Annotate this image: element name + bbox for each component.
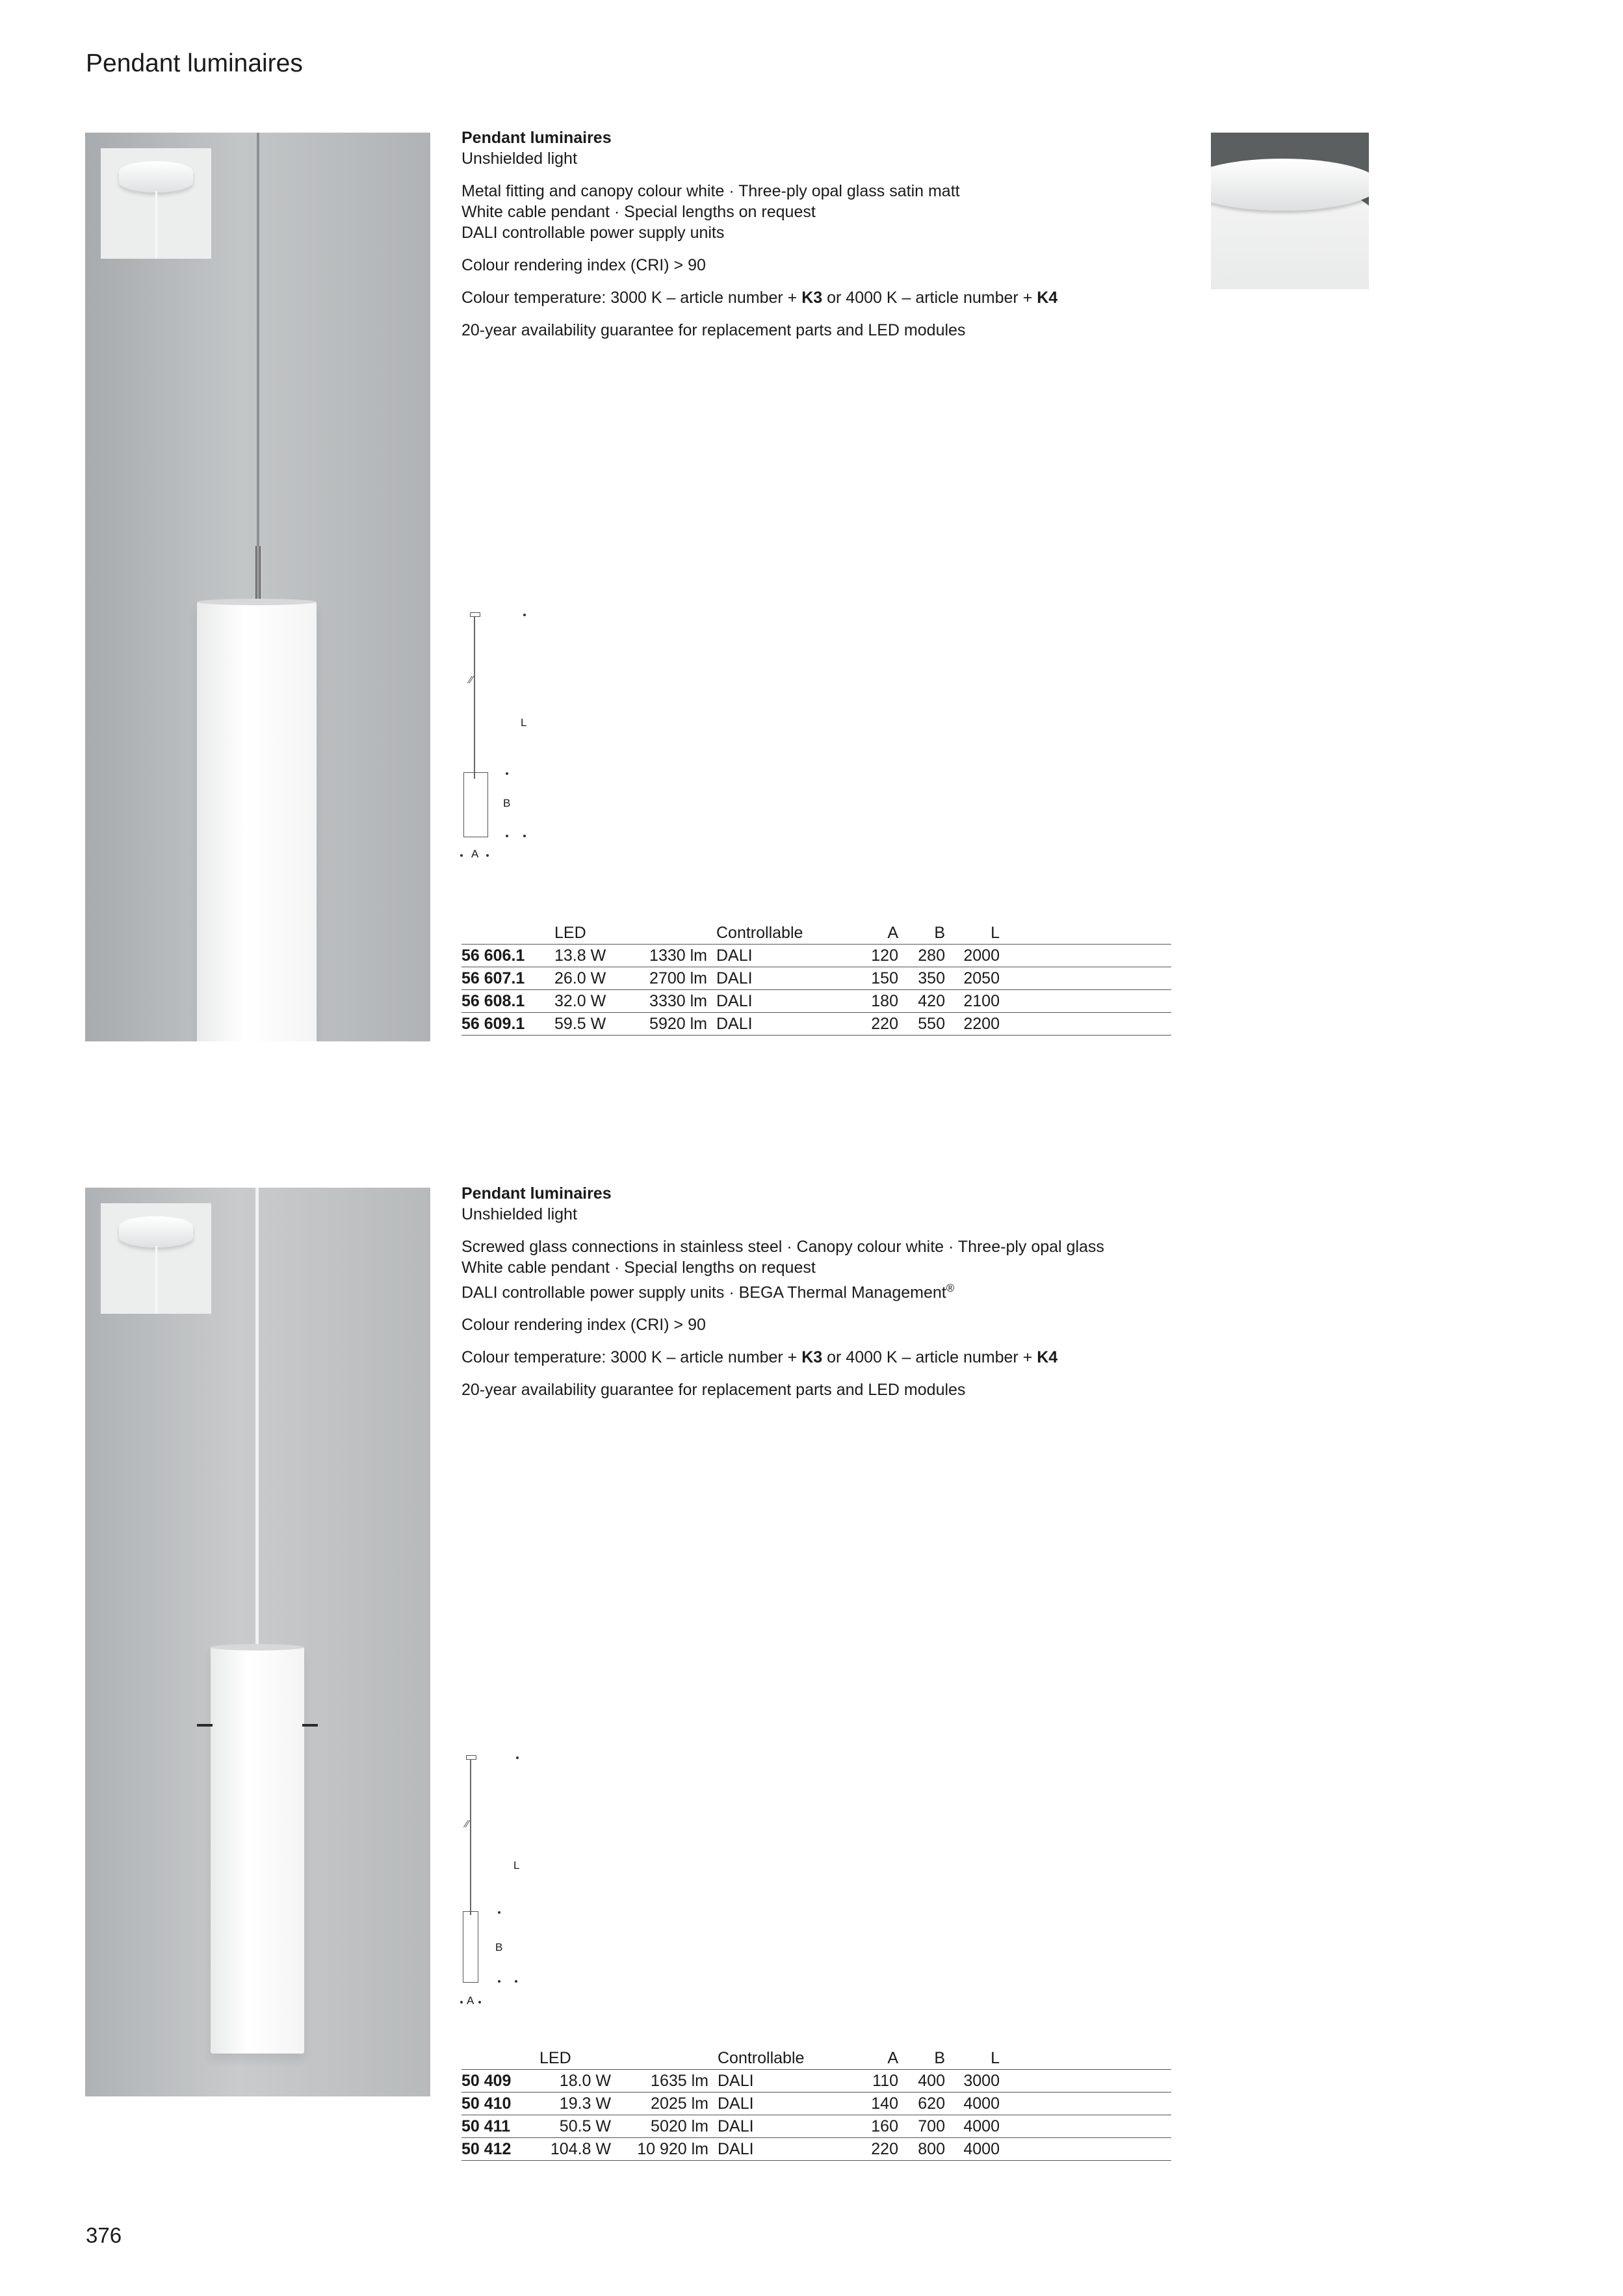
- col-l: L: [945, 922, 1000, 945]
- guarantee-text: 20-year availability guarantee for replacement parts and LED modules: [461, 1381, 966, 1400]
- dim-label-L: L: [521, 716, 527, 729]
- table-row: 56 606.1 13.8 W 1330 lm DALI 120 280 2000: [461, 945, 1171, 967]
- table-header-row: [461, 2047, 1171, 2070]
- colour-temperature: Colour temperature: 3000 K – article number + K3 or 4000 K – article number + K4: [461, 1348, 1058, 1367]
- col-led: LED: [554, 922, 639, 945]
- product-photo-1: [85, 133, 430, 1041]
- table-row: 50 409 18.0 W 1635 lm DALI 110 400 3000: [461, 2070, 1171, 2093]
- dim-label-B: B: [503, 797, 511, 809]
- cri-text: Colour rendering index (CRI) > 90: [461, 256, 706, 274]
- metal-sleeve: [255, 546, 261, 606]
- dim-label-A: A: [467, 1994, 474, 2007]
- table-header-row: [461, 922, 1171, 945]
- dim-label-B: B: [495, 1941, 503, 1953]
- col-controllable: Controllable: [707, 922, 837, 945]
- page-header: Pendant luminaires: [86, 49, 303, 77]
- product-description-1: [461, 127, 1241, 352]
- product-subtitle: Unshielded light: [461, 1205, 577, 1223]
- table-row: 50 412 104.8 W 10 920 lm DALI 220 800 4000: [461, 2138, 1171, 2161]
- dimension-drawing-1: ⁄⁄ L B A: [455, 605, 533, 865]
- col-a: A: [845, 2047, 898, 2070]
- feature-line: DALI controllable power supply units: [461, 224, 725, 242]
- product-title: Pendant luminaires: [461, 1184, 612, 1203]
- product-description-2: [461, 1183, 1241, 1412]
- canopy-inset-photo: [101, 148, 211, 259]
- glass-cylinder: [211, 1647, 304, 2054]
- feature-line: DALI controllable power supply units · BEGA Thermal Management®: [461, 1282, 955, 1302]
- canopy-inset-photo: [101, 1203, 211, 1314]
- dimension-drawing-2: ⁄⁄ L B A: [455, 1747, 533, 2007]
- product-subtitle: Unshielded light: [461, 150, 577, 168]
- col-b: B: [898, 922, 945, 945]
- table-row: 56 609.1 59.5 W 5920 lm DALI 220 550 2200: [461, 1013, 1171, 1036]
- page-number: 376: [86, 2223, 122, 2247]
- col-led: LED: [539, 2047, 611, 2070]
- registered-mark: ®: [946, 1282, 955, 1294]
- cri-text: Colour rendering index (CRI) > 90: [461, 1316, 706, 1335]
- feature-line: White cable pendant · Special lengths on request: [461, 203, 816, 221]
- product-photo-2: [85, 1188, 430, 2096]
- pendant-cable: [257, 133, 259, 549]
- spec-table-2: [461, 2047, 1171, 2161]
- spec-table-1: [461, 922, 1171, 1036]
- dim-label-A: A: [471, 848, 479, 860]
- feature-line: Metal fitting and canopy colour white · Three-ply opal glass satin matt: [461, 182, 960, 200]
- feature-line: Screwed glass connections in stainless steel · Canopy colour white · Three-ply opal glass: [461, 1238, 1104, 1256]
- table-row: 56 608.1 32.0 W 3330 lm DALI 180 420 2100: [461, 990, 1171, 1013]
- table-row: 56 607.1 26.0 W 2700 lm DALI 150 350 2050: [461, 967, 1171, 990]
- table-row: 50 411 50.5 W 5020 lm DALI 160 700 4000: [461, 2115, 1171, 2138]
- col-l: L: [945, 2047, 1000, 2070]
- product-title: Pendant luminaires: [461, 129, 612, 147]
- pendant-cable: [255, 1188, 259, 1649]
- guarantee-text: 20-year availability guarantee for replacement parts and LED modules: [461, 321, 966, 339]
- feature-line: White cable pendant · Special lengths on request: [461, 1259, 816, 1277]
- col-b: B: [898, 2047, 945, 2070]
- table-row: 50 410 19.3 W 2025 lm DALI 140 620 4000: [461, 2093, 1171, 2115]
- glass-cylinder: [197, 602, 317, 1041]
- col-a: A: [837, 922, 898, 945]
- dim-label-L: L: [513, 1859, 520, 1872]
- colour-temperature: Colour temperature: 3000 K – article number + K3 or 4000 K – article number + K4: [461, 289, 1058, 307]
- col-controllable: Controllable: [708, 2047, 845, 2070]
